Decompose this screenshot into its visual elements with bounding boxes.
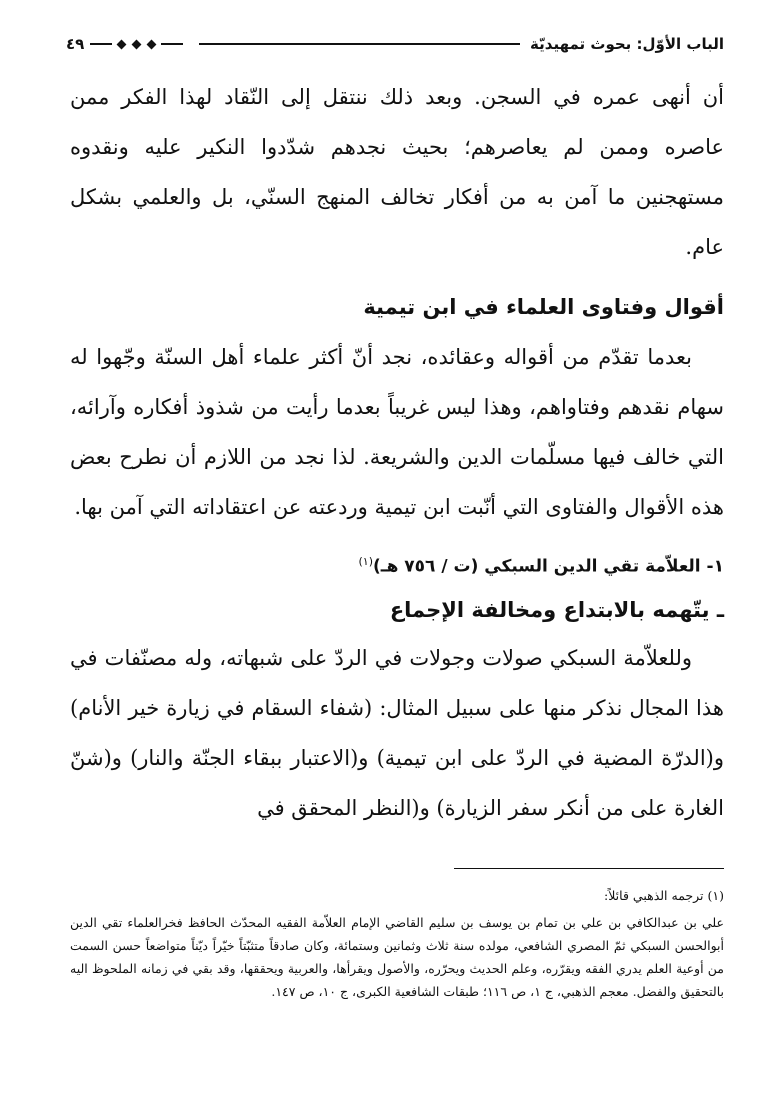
paragraph-intro: بعدما تقدّم من أقواله وعقائده، نجد أنّ أكثر علماء أهل السنّة وجّهوا له سهام نقدهم وفتاواهم، وهذا ليس غريباً بعدما رأيت من شذوذ أفكاره وآرائه، التي خالف فيها مسلّمات الدين والشريعة. لذا نجد من اللازم أن نطرح بعض هذه الأقوال والفتاوى التي أنّبت ابن تيمية وردعته عن اعتقاداته التي آمن بها. xyxy=(70,345,724,519)
footnote-separator xyxy=(454,868,724,869)
scholar-heading xyxy=(70,542,724,587)
header-rule xyxy=(199,43,520,45)
accusation-subheading: ـ يتّهمه بالابتداع ومخالفة الإجماع xyxy=(389,597,724,622)
ornament-rule xyxy=(161,43,183,45)
footnote-reference: (١) xyxy=(358,555,373,568)
main-text xyxy=(70,72,724,833)
footnote-1-heading: (١) ترجمه الذهبي قائلاً: xyxy=(604,888,724,903)
section-heading: أقوال وفتاوى العلماء في ابن تيمية xyxy=(363,295,724,319)
paragraph-continued: أن أنهى عمره في السجن. وبعد ذلك ننتقل إلى النّقاد لهذا الفكر ممن عاصره وممن لم يعاصرهم؛ بحيث نجدهم شدّدوا النكير عليه ونقدوه مستهجنين ما آمن به من أفكار تخالف المنهج السنّي، بل والعلمي بشكل عام. xyxy=(70,85,724,259)
diamond-ornament-icon xyxy=(147,39,157,49)
diamond-ornament-icon xyxy=(117,39,127,49)
paragraph-subki-works: وللعلاّمة السبكي صولات وجولات في الردّ على شبهاته، وله مصنّفات في هذا المجال نذكر منها على سبيل المثال: (شفاء السقام في زيارة خير الأنام) و(الدرّة المضية في الردّ على ابن تيمية) و(الاعتبار ببقاء الجنّة والنار) و(شنّ الغارة على من أنكر سفر الزيارة) و(النظر المحقق في xyxy=(70,645,724,820)
footnotes xyxy=(70,884,724,1003)
diamond-ornament-icon xyxy=(132,39,142,49)
running-head: الباب الأوّل: بحوث تمهيديّة xyxy=(530,35,724,53)
ornament-rule xyxy=(90,43,112,45)
page-header xyxy=(66,30,724,58)
footnote-1-text: علي بن عبدالكافي بن علي بن تمام بن يوسف بن سليم القاضي الإمام العلاّمة الفقيه المحدّث الحافظ فخرالعلماء تقي الدين أبوالحسن السبكي ثمّ المصري الشافعي، مولده سنة ثلاث وثمانين وستمائة، وكان صادقاً متثبّتاً خيّراً ديّناً متواضعاً حسن السمت من أوعية العلم يدري الفقه ويقرّره، وعلم الحديث ويحرّره، والأصول ويقرأها، والعربية ويحققها، وقد بقي في زمانه الملحوظ اليه بالتحقيق والفضل. معجم الذهبي، ج ١، ص ١١٦؛ طبقات الشافعية الكبرى، ج ١٠، ص ١٤٧. xyxy=(70,915,724,999)
header-ornament xyxy=(90,41,183,48)
scholar-heading-text: ١- العلاّمة تقي الدين السبكي (ت / ٧٥٦ هـ) xyxy=(373,556,724,577)
page-number: ٤٩ xyxy=(66,35,85,53)
